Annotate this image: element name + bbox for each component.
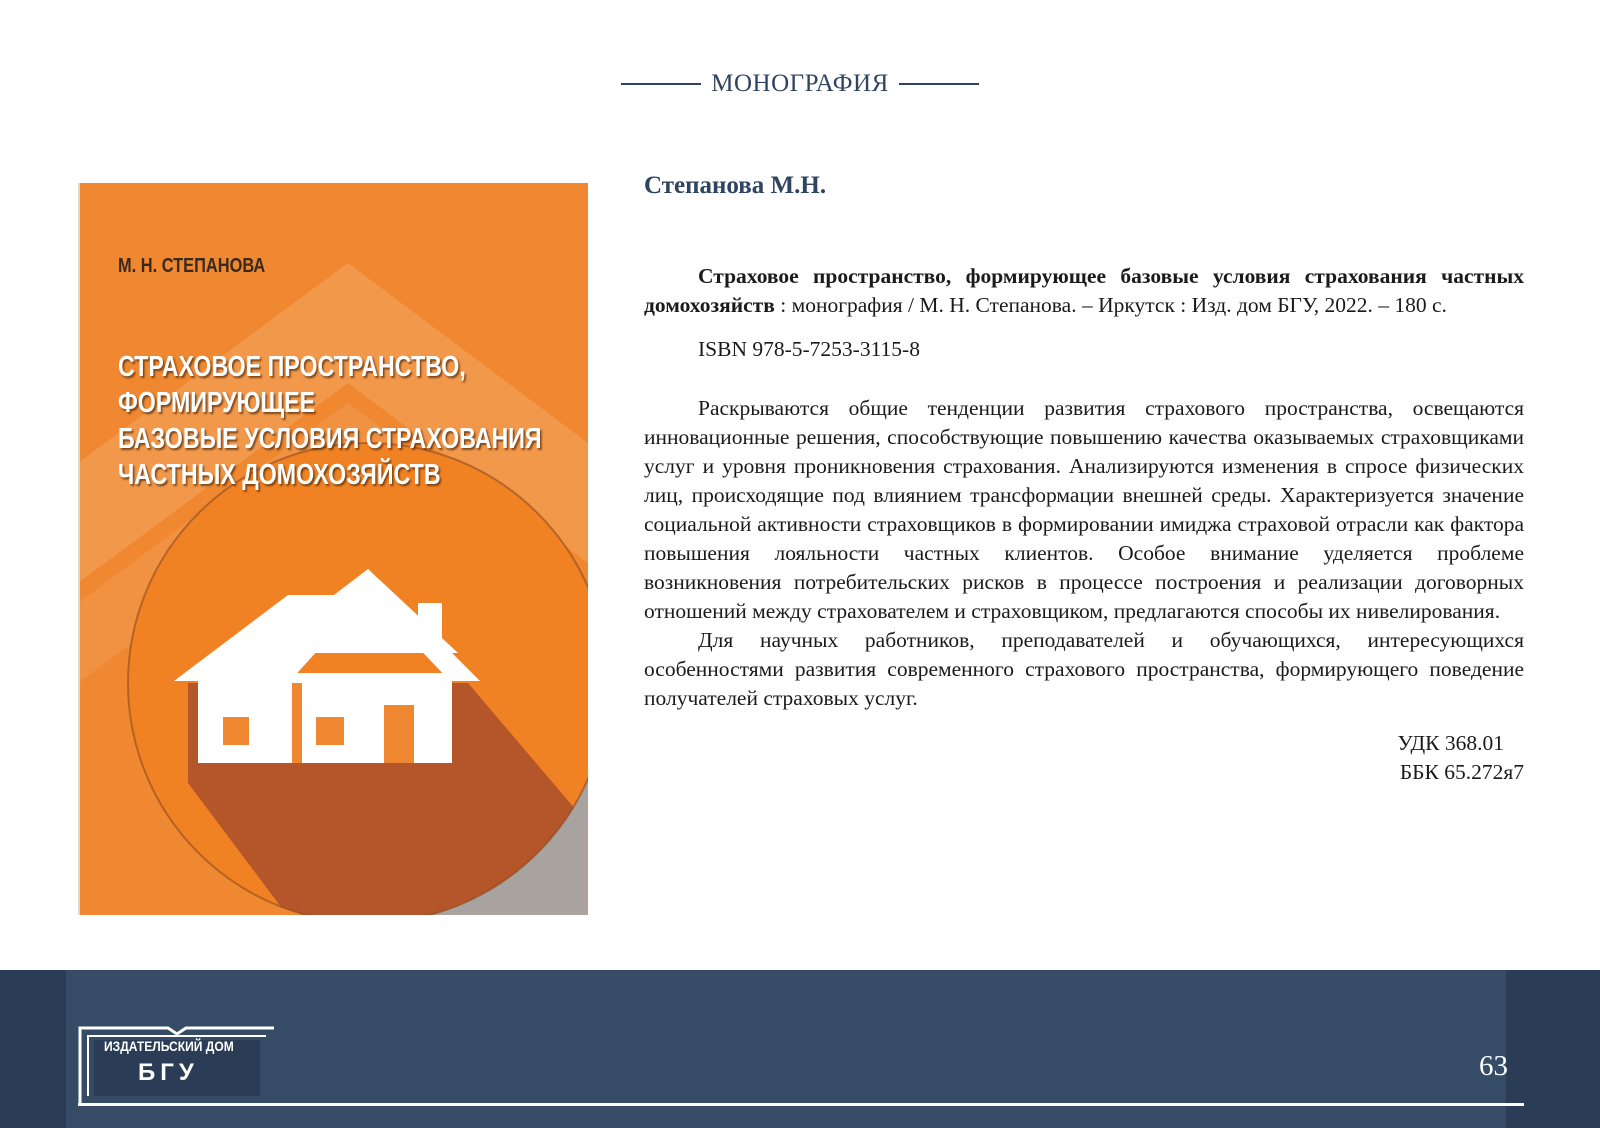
cover-artwork (78, 183, 588, 915)
isbn: ISBN 978-5-7253-3115-8 (698, 337, 920, 361)
cover-title-line: БАЗОВЫЕ УСЛОВИЯ СТРАХОВАНИЯ (118, 423, 542, 455)
cover-title (118, 349, 566, 493)
cover-title-line: ЧАСТНЫХ ДОМОХОЗЯЙСТВ (118, 459, 441, 491)
book-author: Степанова М.Н. (644, 172, 827, 199)
book-description (644, 262, 1524, 787)
section-label: МОНОГРАФИЯ (711, 70, 889, 97)
abstract: Раскрываются общие тенденции развития страхового пространства, освещаются инновационные решения, способствующие повышению качества оказываемых страховщиками услуг и уровня проникновения страхования. Анализируются изменения в спросе физических лиц, происходящие под влиянием трансформации внешней среды. Характеризуется значение социальной активности страховщиков в формировании имиджа страховой отрасли как фактора повышения лояльности частных клиентов. Особое внимание уделяется проблеме возникновения потребительских рисков в процессе построения и реализации договорных отношений между страхователем и страховщиком, предлагаются способы их нивелирования. (644, 396, 1524, 623)
logo-text-publisher: ИЗДАТЕЛЬСКИЙ ДОМ (104, 1038, 234, 1054)
header-rule-right (899, 83, 979, 85)
cover-author: М. Н. СТЕПАНОВА (118, 255, 266, 277)
book-title: Страховое пространство, формирующее базовые условия страхования частных домохозяйств (644, 264, 1524, 317)
citation (644, 262, 1524, 320)
header-rule-left (621, 83, 701, 85)
section-header (0, 70, 1600, 98)
footer-rule (78, 1103, 1524, 1106)
citation-details: : монография / М. Н. Степанова. – Иркутск : Изд. дом БГУ, 2022. – 180 с. (774, 293, 1447, 317)
classification-codes (644, 729, 1524, 787)
book-cover (78, 183, 588, 915)
page-number: 63 (1479, 1050, 1508, 1082)
audience: Для научных работников, преподавателей и обучающихся, интересующихся особенностями развития современного страхового пространства, формирующего поведение получателей страховых услуг. (644, 628, 1524, 710)
cover-title-line: ФОРМИРУЮЩЕЕ (118, 387, 316, 419)
udk-code: УДК 368.01 (1397, 731, 1504, 755)
bbk-code: ББК 65.272я7 (1399, 760, 1524, 784)
publisher-logo (78, 1024, 276, 1106)
cover-edge (78, 183, 80, 915)
cover-title-line: СТРАХОВОЕ ПРОСТРАНСТВО, (118, 351, 466, 383)
logo-text-bgu: БГУ (138, 1059, 199, 1086)
